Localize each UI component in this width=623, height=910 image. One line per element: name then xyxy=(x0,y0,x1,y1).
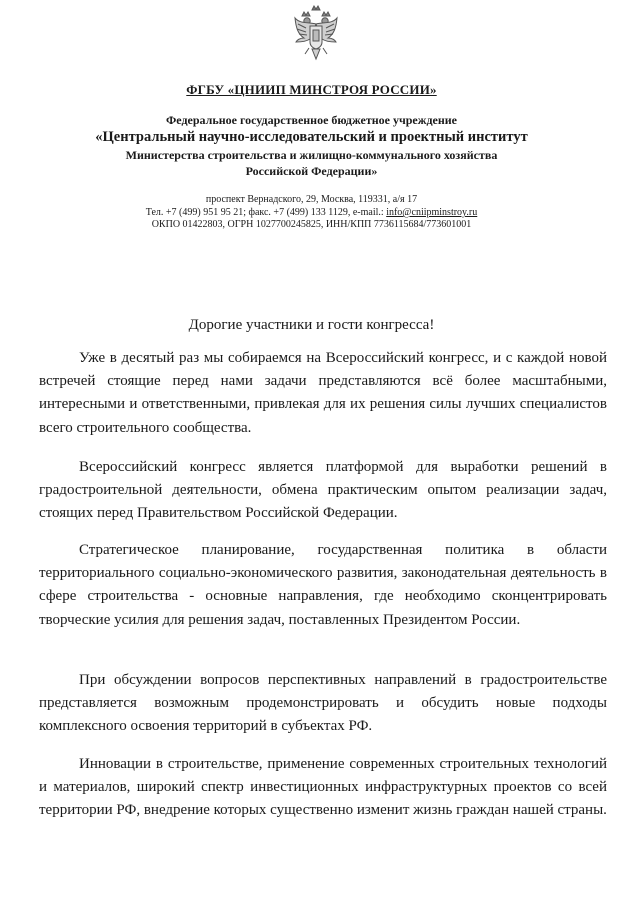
address-line: проспект Вернадского, 29, Москва, 119331, а/я 17 xyxy=(205,194,418,205)
letter-paragraph: Всероссийский конгресс является платформой для выработки решений в градостроительной деятельности, обмена практическим опытом реализации задач, стоящих перед Правительством Российской Федерации. xyxy=(39,459,607,522)
header-line-2: «Центральный научно-исследовательский и проектный институт xyxy=(95,129,528,145)
organization-short-name: ФГБУ «ЦНИИП МИНСТРОЯ РОССИИ» xyxy=(186,82,437,97)
letter-paragraph: Стратегическое планирование, государственная политика в области территориального социально-экономического развития, законодательная деятельность в сфере строительства - основные направления, где необходимо сконцентрировать творческие усилия для решения задач, поставленных Президентом России. xyxy=(39,542,607,628)
header-line-1: Федеральное государственное бюджетное учреждение xyxy=(165,113,458,127)
header-line-4: Российской Федерации» xyxy=(245,164,378,178)
letter-paragraph: Инновации в строительстве, применение современных строительных технологий и материалов, широкий спектр инвестиционных инфраструктурных проектов со всей территории РФ, внедрение которых существенно изменит жизнь граждан нашей страны. xyxy=(39,756,607,819)
letter-paragraph: При обсуждении вопросов перспективных направлений в градостроительстве представляется возможным продемонстрировать и обсудить новые подходы комплексного освоения территорий в субъектах РФ. xyxy=(39,672,607,735)
contacts-line xyxy=(0,207,623,218)
contacts-text: Тел. +7 (499) 951 95 21; факс. +7 (499) 133 1129, e-mail.: xyxy=(145,207,387,218)
double-headed-eagle-emblem-icon xyxy=(292,4,340,62)
letter-paragraph: Уже в десятый раз мы собираемся на Всероссийский конгресс, и с каждой новой встречей стоящие перед нами задачи представляются всё более масштабными, интересными и ответственными, привлекая для их решения силы лучших специалистов всего строительного сообщества. xyxy=(39,350,607,436)
registry-line: ОКПО 01422803, ОГРН 1027700245825, ИНН/КПП 7736115684/773601001 xyxy=(151,219,472,230)
letter-greeting: Дорогие участники и гости конгресса! xyxy=(188,317,435,333)
header-line-3: Министерства строительства и жилищно-коммунального хозяйства xyxy=(125,148,498,162)
email-link[interactable]: info@cniipminstroy.ru xyxy=(386,207,478,218)
